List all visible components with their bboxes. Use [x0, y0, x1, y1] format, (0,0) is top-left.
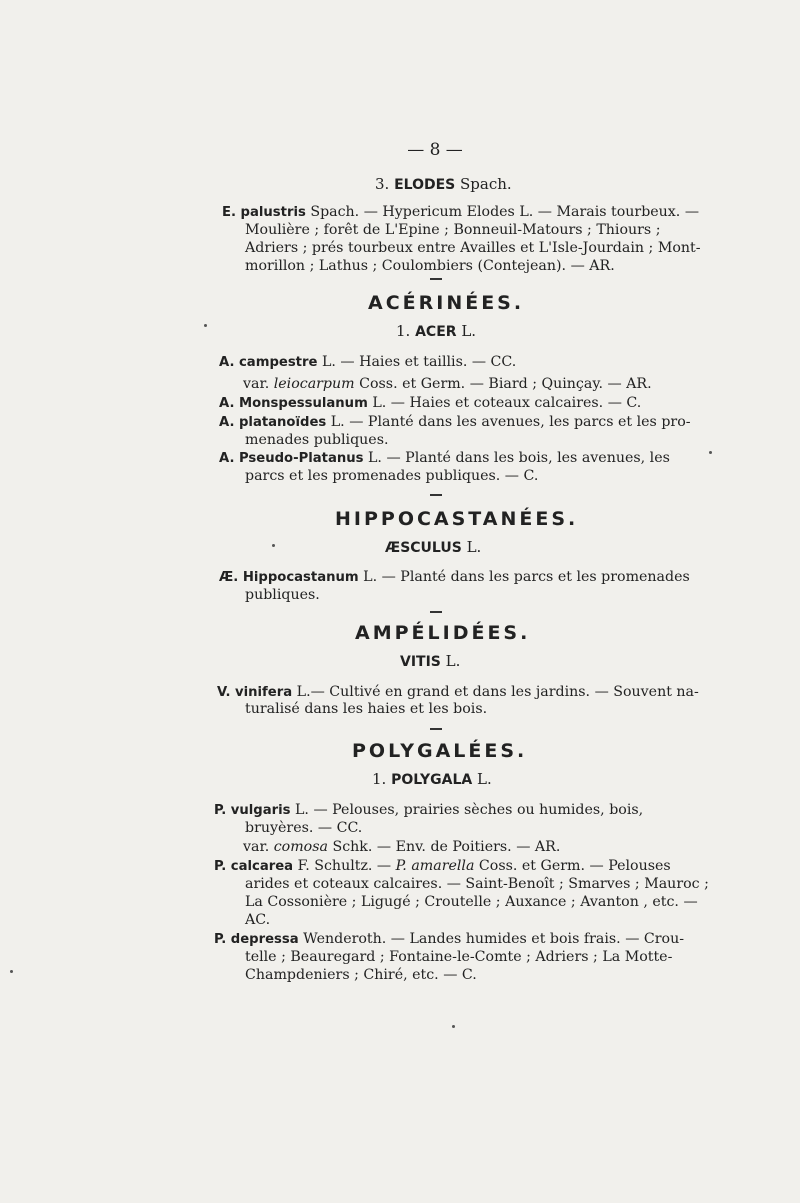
species-genus-letter: A.: [219, 415, 235, 430]
species-genus-letter: P.: [214, 859, 227, 874]
paper-speck: [204, 324, 207, 327]
species-text: L.— Cultivé en grand et dans les jardins. — Souvent na-: [296, 684, 699, 700]
species-entry-platanoides: [219, 413, 691, 432]
variety-text: Coss. et Germ. — Biard ; Quinçay. — AR.: [359, 376, 652, 392]
genus-author: L.: [461, 322, 477, 340]
species-continuation: telle ; Beauregard ; Fontaine-le-Comte ; Adriers ; La Motte-: [245, 949, 673, 965]
variety-name: leiocarpum: [273, 376, 355, 392]
variety-text: Schk. — Env. de Poitiers. — AR.: [332, 839, 561, 855]
species-epithet: depressa: [230, 932, 299, 947]
species-text: Spach. — Hypericum Elodes L. — Marais tourbeux. —: [310, 204, 700, 220]
variety-entry-comosa: [243, 838, 560, 856]
species-continuation: Champdeniers ; Chiré, etc. — C.: [245, 967, 477, 983]
species-epithet: Hippocastanum: [242, 570, 359, 585]
species-continuation: parcs et les promenades publiques. — C.: [245, 468, 539, 484]
species-text: F. Schultz. —: [297, 858, 396, 874]
species-epithet: calcarea: [230, 859, 294, 874]
species-epithet: vinifera: [235, 685, 293, 700]
genus-author: L.: [466, 538, 482, 556]
species-entry-calcarea: [214, 857, 671, 876]
species-text: L. — Planté dans les avenues, les parcs et les pro-: [330, 414, 691, 430]
section-divider: [430, 611, 442, 613]
genus-heading-elodes: [375, 175, 512, 193]
genus-number: 1.: [396, 322, 411, 340]
species-genus-letter: A.: [219, 451, 235, 466]
genus-number: 3.: [375, 175, 390, 193]
genus-author: L.: [477, 770, 492, 788]
species-continuation: bruyères. — CC.: [245, 820, 363, 836]
species-epithet: vulgaris: [230, 803, 291, 818]
species-genus-letter: A.: [219, 396, 235, 411]
species-epithet: platanoïdes: [238, 415, 327, 430]
variety-name: comosa: [273, 839, 328, 855]
genus-name: VITIS: [400, 654, 441, 670]
species-epithet: campestre: [238, 355, 318, 370]
species-continuation: publiques.: [245, 587, 320, 603]
family-heading-acerinees: ACÉRINÉES.: [368, 292, 525, 314]
variety-prefix: var.: [243, 839, 270, 855]
species-genus-letter: A.: [219, 355, 235, 370]
species-genus-letter: Æ.: [219, 570, 239, 585]
genus-number: 1.: [372, 770, 387, 788]
genus-name: ÆSCULUS: [385, 540, 462, 556]
genus-name: ELODES: [394, 177, 456, 193]
species-text: Coss. et Germ. — Pelouses: [474, 858, 671, 874]
page-number: — 8 —: [407, 140, 463, 160]
species-epithet: palustris: [240, 205, 306, 220]
species-text: L. — Haies et taillis. — CC.: [321, 354, 517, 370]
species-entry-campestre: [219, 353, 516, 372]
species-entry-vulgaris: [214, 801, 643, 820]
species-text: L. — Pelouses, prairies sèches ou humides, bois,: [295, 802, 644, 818]
species-synonym: P. amarella: [395, 858, 475, 874]
variety-entry-leiocarpum: [243, 375, 652, 393]
species-entry-pseudo-platanus: [219, 449, 670, 468]
species-entry-hippocastanum: [219, 568, 690, 587]
species-entry-depressa: [214, 930, 684, 949]
species-continuation: arides et coteaux calcaires. — Saint-Benoît ; Smarves ; Mauroc ;: [245, 876, 709, 892]
species-text: L. — Planté dans les parcs et les promenades: [363, 569, 690, 585]
species-entry-monspessulanum: [219, 394, 641, 413]
genus-heading-aesculus: [385, 538, 481, 556]
paper-speck: [452, 1025, 455, 1028]
family-heading-hippocastanees: HIPPOCASTANÉES.: [335, 508, 579, 530]
paper-speck: [10, 970, 13, 973]
species-continuation: Adriers ; prés tourbeux entre Availles et L'Isle-Jourdain ; Mont-: [245, 240, 701, 256]
species-epithet: Monspessulanum: [238, 396, 368, 411]
variety-prefix: var.: [243, 376, 270, 392]
genus-name: POLYGALA: [391, 772, 473, 788]
species-continuation: AC.: [245, 912, 271, 928]
section-divider: [430, 278, 442, 280]
paper-speck: [272, 544, 275, 547]
species-text: L. — Haies et coteaux calcaires. — C.: [372, 395, 642, 411]
genus-heading-polygala: [372, 770, 492, 788]
genus-heading-vitis: [400, 652, 460, 670]
species-genus-letter: P.: [214, 932, 227, 947]
species-epithet: Pseudo-Platanus: [238, 451, 364, 466]
species-text: Wenderoth. — Landes humides et bois frais. — Crou-: [303, 931, 685, 947]
section-divider: [430, 728, 442, 730]
species-genus-letter: E.: [222, 205, 237, 220]
species-genus-letter: P.: [214, 803, 227, 818]
species-continuation: Moulière ; forêt de L'Epine ; Bonneuil-Matours ; Thiours ;: [245, 222, 661, 238]
genus-author: Spach.: [460, 175, 512, 193]
species-text: L. — Planté dans les bois, les avenues, les: [368, 450, 670, 466]
family-heading-ampelidees: AMPÉLIDÉES.: [355, 622, 531, 644]
species-continuation: morillon ; Lathus ; Coulombiers (Contejean). — AR.: [245, 258, 615, 274]
species-continuation: turalisé dans les haies et les bois.: [245, 701, 488, 717]
species-continuation: La Cossonière ; Ligugé ; Croutelle ; Auxance ; Avanton , etc. —: [245, 894, 698, 910]
species-genus-letter: V.: [217, 685, 231, 700]
species-continuation: menades publiques.: [245, 432, 389, 448]
genus-name: ACER: [415, 324, 457, 340]
species-entry-palustris: [222, 203, 699, 222]
paper-speck: [709, 451, 712, 454]
family-heading-polygalees: POLYGALÉES.: [352, 740, 528, 762]
section-divider: [430, 494, 442, 496]
genus-heading-acer: [396, 322, 476, 340]
genus-author: L.: [445, 652, 461, 670]
